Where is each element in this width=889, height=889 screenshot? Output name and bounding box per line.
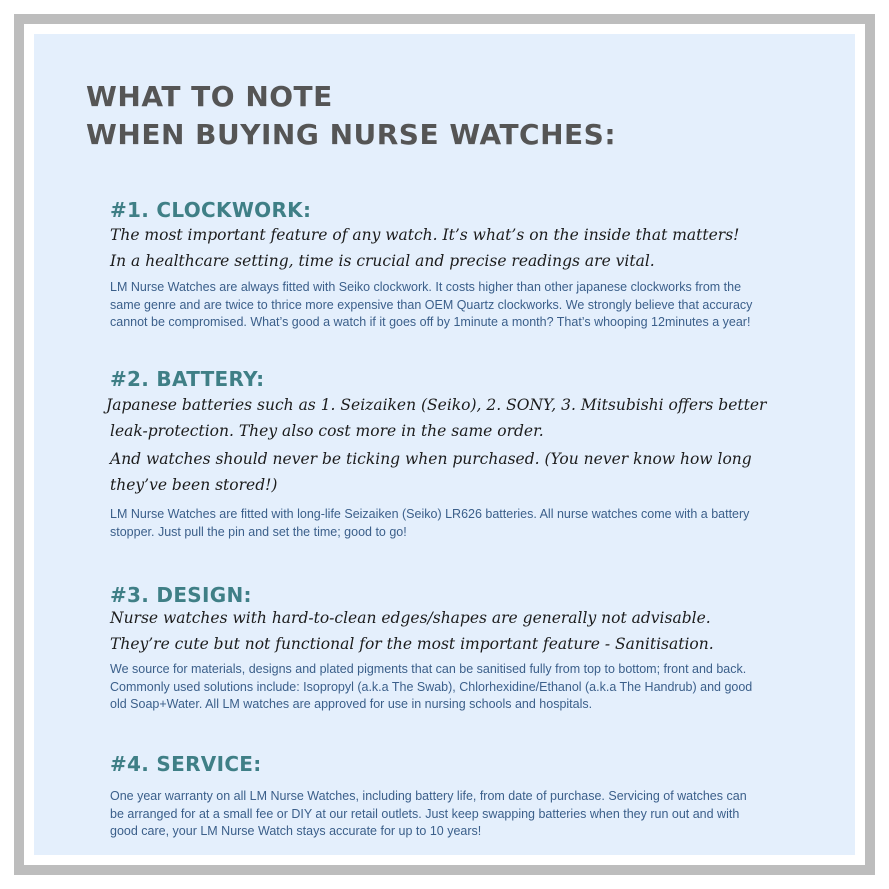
section-clockwork [110,197,752,332]
handwritten-note: Nurse watches with hard-to-clean edges/shapes are generally not advisable. [110,609,711,627]
body-text-line: LM Nurse Watches are always fitted with Seiko clockwork. It costs higher than other japanese clockworks from the [110,280,742,294]
section-design [110,582,752,714]
handwritten-note: they’ve been stored!) [110,476,278,494]
handwritten-note: leak-protection. They also cost more in the same order. [110,422,544,440]
body-text-line: Commonly used solutions include: Isopropyl (a.k.a The Swab), Chlorhexidine/Ethanol (a.k.a The Handrub) and good [110,679,753,694]
inner-border [24,24,865,865]
handwritten-note: Japanese batteries such as 1. Seizaiken (Seiko), 2. SONY, 3. Mitsubishi offers better [106,396,767,414]
content-panel [34,34,855,855]
section-heading: #3. DESIGN: [110,583,252,607]
section-heading: #4. SERVICE: [110,752,262,776]
body-text-line: cannot be compromised. What’s good a watch if it goes off by 1minute a month? That’s whooping 12minutes a year! [110,315,751,329]
section-battery [106,366,767,541]
body-text-line: One year warranty on all LM Nurse Watches, including battery life, from date of purchase. Servicing of watches can [110,789,747,803]
body-text-line: We source for materials, designs and plated pigments that can be sanitised fully from top to bottom; front and back. [110,662,747,676]
body-text-line: be arranged for at a small fee or DIY at our retail outlets. Just keep swapping batteries when they run out and with [110,806,740,821]
handwritten-note: In a healthcare setting, time is crucial and precise readings are vital. [110,252,655,270]
section-heading: #2. BATTERY: [110,367,265,391]
body-text-line: good care, your LM Nurse Watch stays accurate for up to 10 years! [110,824,482,838]
body-text-line: same genre and are twice to thrice more expensive than OEM Quartz clockworks. We strongly believe that accuracy [110,297,753,312]
handwritten-note: The most important feature of any watch. It’s what’s on the inside that matters! [110,226,740,244]
body-text-line: stopper. Just pull the pin and set the time; good to go! [110,524,407,539]
handwritten-note: They’re cute but not functional for the most important feature - Sanitisation. [110,635,714,653]
title-line-1: WHAT TO NOTE [86,80,333,113]
outer-frame [14,14,875,875]
body-text-line: old Soap+Water. All LM watches are approved for use in nursing schools and hospitals. [110,697,593,711]
section-heading: #1. CLOCKWORK: [110,198,312,222]
page-title [86,78,616,154]
section-service [110,751,747,841]
handwritten-note: And watches should never be ticking when purchased. (You never know how long [110,450,752,468]
title-line-2: WHEN BUYING NURSE WATCHES: [86,118,617,151]
body-text-line: LM Nurse Watches are fitted with long-life Seizaiken (Seiko) LR626 batteries. All nurse watches come with a battery [110,507,750,521]
